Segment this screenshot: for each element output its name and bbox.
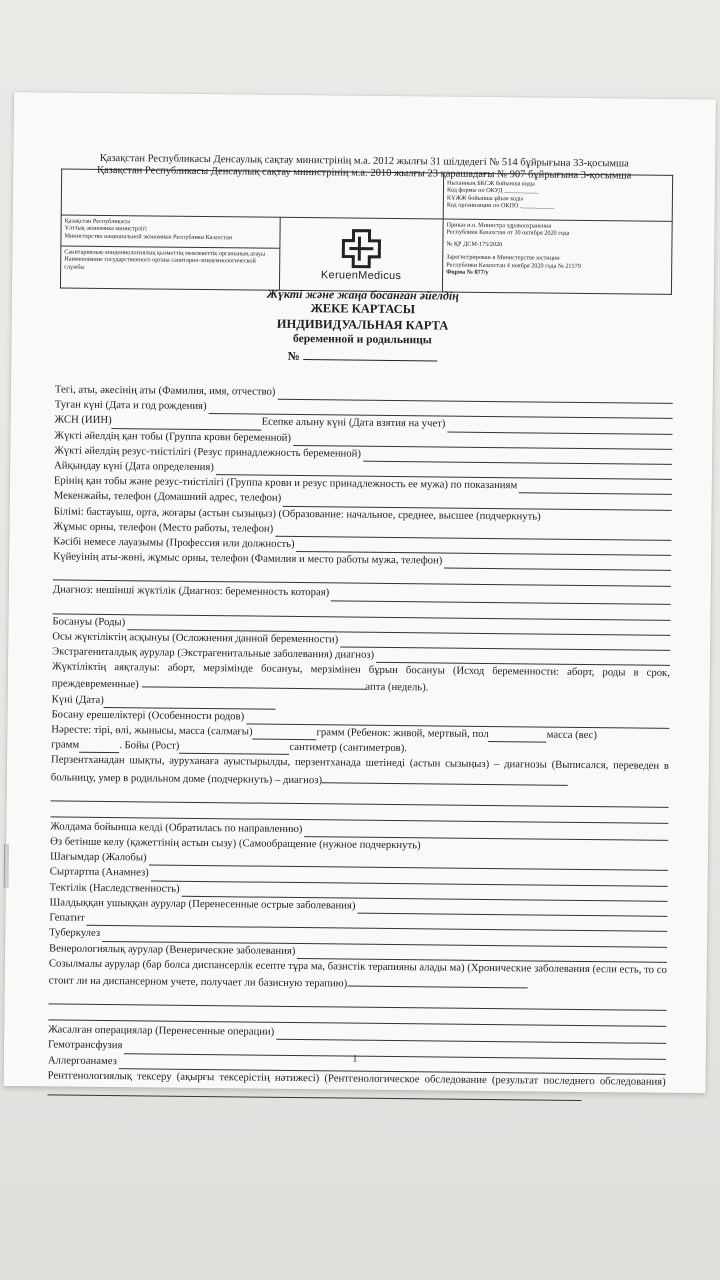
cross-logo-icon bbox=[333, 228, 389, 269]
field-self-referral[interactable]: Өз бетінше келу (қажеттінің астын сызу) (Самообращение (нужное подчеркнуть) bbox=[50, 835, 421, 852]
form-sheet bbox=[4, 92, 716, 1093]
field-xray[interactable]: Рентгенологиялық тексеру (ақырғы тексерістің нәтижесі) (Рентгенологическое обследование (результат последнего обследования) bbox=[47, 1068, 665, 1107]
field-full-name[interactable]: Тегі, аты, әкесінің аты (Фамилия, имя, отчество) bbox=[55, 382, 673, 404]
field-profession[interactable]: Кәсібі немесе лауазымы (Профессия или должность) bbox=[53, 534, 671, 556]
field-iin[interactable]: ЖСН (ИИН) Есепке алыну күні (Дата взятия на учет) bbox=[54, 413, 672, 435]
staple bbox=[4, 844, 9, 888]
title-kz-main: ЖЕКЕ КАРТАСЫ bbox=[310, 301, 416, 317]
card-number-field[interactable] bbox=[303, 349, 437, 361]
field-birth-date[interactable]: Туған күні (Дата и год рождения) bbox=[55, 398, 673, 420]
field-births[interactable]: Босануы (Роды) bbox=[52, 614, 670, 636]
field-husband-blood[interactable]: Ерінің қан тобы және резус-тиістілігі (Группа крови и резус принадлежность ее мужа) по показаниям bbox=[54, 474, 672, 496]
field-acute-diseases[interactable]: Шалдыққан ушыққан аурулар (Перенесенные острые заболевания) bbox=[49, 895, 667, 917]
logo-text: KeruenMedicus bbox=[320, 269, 402, 283]
field-address[interactable]: Мекенжайы, телефон (Домашний адрес, телефон) bbox=[54, 489, 672, 511]
field-hepatitis[interactable]: Гепатит bbox=[49, 911, 667, 933]
field-blood-group[interactable]: Жүкті әйелдің қан тобы (Группа крови беременной) bbox=[54, 428, 672, 450]
title-ru-main: ИНДИВИДУАЛЬНАЯ КАРТА bbox=[276, 316, 449, 333]
field-workplace[interactable]: Жұмыс орны, телефон (Место работы, телефон) bbox=[53, 519, 671, 541]
blank-line[interactable] bbox=[51, 789, 669, 807]
field-diagnosis[interactable]: Диагноз: нешінші жүктілік (Диагноз: беременность которая) bbox=[53, 583, 671, 605]
field-husband-info[interactable]: Күйеуінің аты-жөні, жұмыс орны, телефон (Фамилия и место работы мужа, телефон) bbox=[53, 550, 671, 572]
field-determination-date[interactable]: Айқындау күні (Дата определения) bbox=[54, 458, 672, 480]
title-ru-sub: беременной и родильницы bbox=[292, 332, 432, 347]
field-birth-features[interactable]: Босану ерешеліктері (Особенности родов) bbox=[51, 707, 669, 729]
field-discharge[interactable]: Перзентханадан шықты, ауруханаға ауыстырылды, перзентханада шетінеді (астын сызыңыз) – диагнозы (Выписался, переведен в больницу, умер в родильном доме (подчеркнуть) – диагноз) bbox=[50, 753, 670, 786]
field-referral[interactable]: Жолдама бойынша келді (Обратилась по направлению) bbox=[50, 819, 668, 841]
title-kz-sub: Жүкті және жаңа босанған әйелдің bbox=[266, 286, 459, 303]
field-chronic[interactable]: Созылмалы аурулар (бар болса диспансерлік есепте тұра ма, базистік терапияны алады ма) (Хронические заболевания (если есть, то со стоит ли на диспансерном учете, получает ли базисную терапию) bbox=[48, 957, 667, 990]
field-rh-factor[interactable]: Жүкті әйелдің резус-тиістілігі (Резус принадлежность беременной) bbox=[54, 443, 672, 465]
field-complications[interactable]: Осы жүктіліктің асқынуы (Осложнения данной беременности) bbox=[52, 629, 670, 651]
logo-cell bbox=[279, 217, 443, 292]
field-venereal[interactable]: Венерологиялық аурулар (Венерические заболевания) bbox=[49, 941, 667, 963]
field-allergy[interactable]: Аллергоанамез bbox=[48, 1053, 666, 1075]
field-date[interactable]: Күні (Дата) bbox=[52, 692, 670, 714]
ministry-cell: Қазақстан Республикасы Ұлттық экономика министрлігі Министерство национальной экономики Республики Казахстан Санитариялық-эпидемиологиялық қызметтің мемлекеттік органының атауы Наименование государственного органа санитарно-эпидемиологической службы bbox=[60, 215, 280, 290]
field-complaints[interactable]: Шағымдар (Жалобы) bbox=[50, 850, 668, 872]
blank-line[interactable] bbox=[48, 993, 666, 1011]
field-outcome[interactable]: Жүктіліктің аяқталуы: аборт, мерзімінде босануы, мерзімінен бұрын босануы (Исход беременности: аборт, роды в срок, преждевременные) апта (недель). bbox=[51, 660, 671, 694]
header-table bbox=[60, 168, 673, 294]
field-tuberculosis[interactable]: Туберкулез bbox=[49, 926, 667, 948]
appendix-line-2: Қазақстан Республикасы Денсаулық сақтау министрінің м.а. 2010 жылғы 23 қарашадағы № 907 бұйрығына 3-қосымша bbox=[96, 164, 632, 182]
card-number: № bbox=[11, 346, 713, 368]
order-cell: Приказ и.о. Министра здравоохранения Республики Казахстан от 30 октября 2020 года № ҚР ДСМ-175/2020 Зарегистрирован в Министерстве юстиции Республики Казахстан 4 ноября 2020 года № 21579 Форма № 077/у bbox=[442, 219, 672, 294]
field-heredity[interactable]: Тектілік (Наследственность) bbox=[50, 880, 668, 902]
keruenmedicus-logo bbox=[321, 228, 402, 281]
field-operations[interactable]: Жасалған операциялар (Перенесенные операции) bbox=[48, 1023, 666, 1045]
codes-cell: Ныханның БКСЖ бойынша коды Код формы по ОКУД ___________ КҰЖЖ бойынша ұйым коды Код организации по ОКПО ___________ bbox=[443, 173, 672, 221]
field-newborn-size[interactable]: грамм . Бойы (Рост) сантиметр (сантиметров). bbox=[51, 738, 408, 755]
field-newborn[interactable]: Нәресте: тірі, өлі, жынысы, масса (салмағы) грамм (Ребенок: живой, мертвый, пол масса (вес) bbox=[51, 723, 598, 742]
field-education[interactable]: Білімі: бастауыш, орта, жоғары (астын сызыңыз) (Образование: начальное, среднее, высшее (подчеркнуть) bbox=[53, 505, 541, 523]
field-extragenital[interactable]: Экстрагениталдық аурулар (Экстрагенитальные заболевания) диагноз) bbox=[52, 644, 670, 666]
appendix-line-1: Қазақстан Республикасы Денсаулық сақтау министрінің м.а. 2012 жылғы 31 шілдедегі № 514 бұйрығына 33-қосымша bbox=[99, 152, 629, 170]
field-hemotransfusion[interactable]: Гемотрансфузия bbox=[48, 1038, 666, 1060]
header-empty-cell bbox=[61, 169, 443, 219]
form-body bbox=[47, 382, 672, 1107]
field-anamnesis[interactable]: Сыртартпа (Анамнез) bbox=[50, 865, 668, 887]
page-number: 1 bbox=[352, 1053, 358, 1065]
